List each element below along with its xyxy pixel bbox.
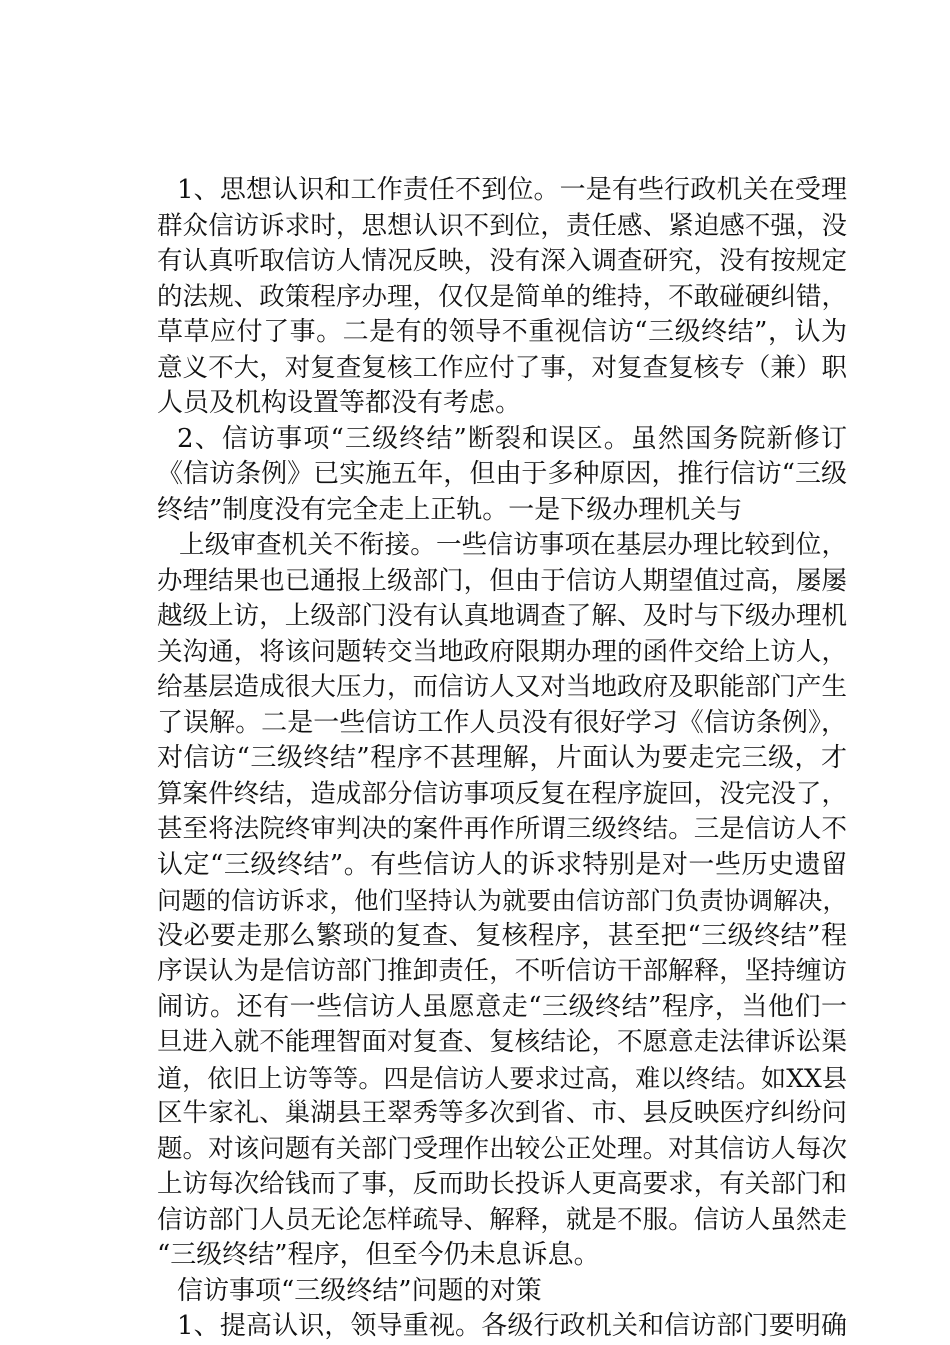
text-line: 旦进入就不能理智面对复查、复核结论，不愿意走法律诉讼渠 xyxy=(157,1027,847,1057)
text-line: 闹访。还有一些信访人虽愿意走“三级终结”程序，当他们一 xyxy=(157,991,847,1022)
text-line: 群众信访诉求时，思想认识不到位，责任感、紧迫感不强，没 xyxy=(157,210,847,241)
text-line: 《信访条例》已实施五年，但由于多种原因，推行信访“三级 xyxy=(157,459,847,489)
text-line: 序误认为是信访部门推卸责任，不听信访干部解释，坚持缠访 xyxy=(157,956,847,986)
text-line: 终结”制度没有完全走上正轨。一是下级办理机关与 xyxy=(157,494,743,525)
text-line: 题。对该问题有关部门受理作出较公正处理。对其信访人每次 xyxy=(157,1133,847,1164)
text-line: 区牛家礼、巢湖县王翠秀等多次到省、市、县反映医疗纠纷问 xyxy=(157,1098,847,1128)
text-line: 人员及机构设置等都没有考虑。 xyxy=(157,388,522,418)
text-line: 问题的信访诉求，他们坚持认为就要由信访部门负责协调解决， xyxy=(157,886,847,915)
text-line: 信访部门人员无论怎样疏导、解释，就是不服。信访人虽然走 xyxy=(157,1204,847,1235)
document-body xyxy=(157,173,847,1345)
text-line: 上访每次给钱而了事，反而助长投诉人更高要求，有关部门和 xyxy=(157,1169,847,1199)
text-line: 越级上访，上级部门没有认真地调查了解、及时与下级办理机 xyxy=(157,601,847,631)
text-line: 给基层造成很大压力，而信访人又对当地政府及职能部门产生 xyxy=(157,672,847,702)
text-line: 算案件终结，造成部分信访事项反复在程序旋回，没完没了， xyxy=(157,778,847,809)
text-line: 1、提高认识，领导重视。各级行政机关和信访部门要明确 xyxy=(177,1311,847,1341)
text-line: 认定“三级终结”。有些信访人的诉求特别是对一些历史遗留 xyxy=(157,849,847,880)
section-heading: 信访事项“三级终结”问题的对策 xyxy=(177,1275,542,1306)
text-line: 有认真听取信访人情况反映，没有深入调查研究，没有按规定 xyxy=(157,246,847,276)
text-line: 1、思想认识和工作责任不到位。一是有些行政机关在受理 xyxy=(177,175,847,205)
text-line: 对信访“三级终结”程序不甚理解，片面认为要走完三级，才 xyxy=(157,743,847,773)
text-line: 的法规、政策程序办理，仅仅是简单的维持，不敢碰硬纠错， xyxy=(157,281,847,312)
text-line: 没必要走那么繁琐的复查、复核程序，甚至把“三级终结”程 xyxy=(157,920,847,951)
text-line: 草草应付了事。二是有的领导不重视信访“三级终结”，认为 xyxy=(157,317,847,347)
text-line: 关沟通，将该问题转交当地政府限期办理的函件交给上访人， xyxy=(157,636,847,667)
text-line: 甚至将法院终审判决的案件再作所谓三级终结。三是信访人不 xyxy=(157,814,847,844)
text-line: “三级终结”程序，但至今仍未息诉息。 xyxy=(157,1240,600,1270)
text-line: 上级审查机关不衔接。一些信访事项在基层办理比较到位， xyxy=(179,530,847,560)
text-line: 了误解。二是一些信访工作人员没有很好学习《信访条例》， xyxy=(157,707,847,738)
text-line: 2、信访事项“三级终结”断裂和误区。虽然国务院新修订 xyxy=(177,423,847,454)
text-line: 意义不大，对复查复核工作应付了事，对复查复核专（兼）职 xyxy=(157,352,847,383)
text-line: 办理结果也已通报上级部门，但由于信访人期望值过高，屡屡 xyxy=(157,565,847,596)
text-line: 道，依旧上访等等。四是信访人要求过高，难以终结。如XX县 xyxy=(157,1063,847,1093)
